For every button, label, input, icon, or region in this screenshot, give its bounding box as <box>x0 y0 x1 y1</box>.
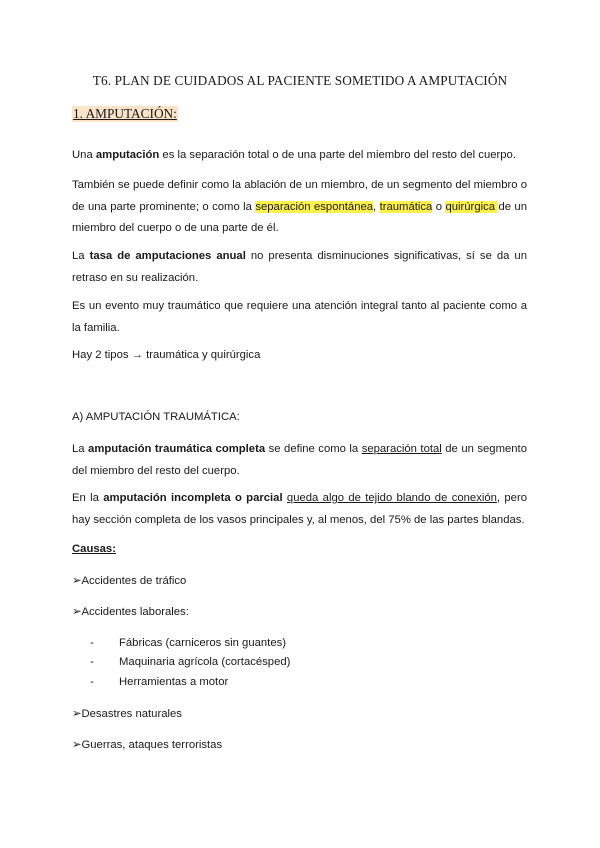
text: , pero hay sección completa de los vasos principales y, al menos, del 75% de las partes blandas. <box>72 492 527 526</box>
paragraph-definition <box>72 145 527 167</box>
paragraph-ablation <box>72 175 527 240</box>
text: se define como la <box>265 443 362 455</box>
bold-term: amputación traumática completa <box>88 443 266 455</box>
text: Una <box>72 149 96 161</box>
dash-marker: - <box>90 676 94 688</box>
paragraph-incomplete <box>72 488 527 531</box>
text: o <box>432 200 446 213</box>
paragraph-types: Hay 2 tipos → traumática y quirúrgica <box>72 349 261 361</box>
causes-heading-text: Causas: <box>72 543 116 555</box>
paragraph-rate <box>72 246 527 289</box>
text: También se puede definir como la ablación de un miembro, de un segmento del miembro o de una parte prominente; o como la <box>72 179 527 213</box>
paragraph-complete <box>72 439 527 482</box>
causes-heading <box>72 539 527 561</box>
text: , <box>373 200 380 213</box>
sub-list-item-text: Maquinaria agrícola (cortacésped) <box>119 656 291 668</box>
dash-marker: - <box>90 656 94 668</box>
highlight-surgical: quirúrgica <box>445 200 499 213</box>
highlight-spontaneous: separación espontánea <box>255 200 374 213</box>
text: La <box>72 250 90 262</box>
sub-list-item-text: Herramientas a motor <box>119 676 229 688</box>
sub-list-item-text: Fábricas (carniceros sin guantes) <box>119 637 287 649</box>
section-heading-amputacion: 1. AMPUTACIÓN: <box>73 106 177 121</box>
text: no presenta disminuciones significativas, sí se da un retraso en su realización. <box>72 250 527 284</box>
bold-term: amputación <box>95 149 160 161</box>
bold-term: amputación incompleta o parcial <box>103 492 283 504</box>
highlight-traumatic: traumática <box>379 200 433 213</box>
list-item: ➢Desastres naturales <box>72 708 182 720</box>
page-title: T6. PLAN DE CUIDADOS AL PACIENTE SOMETIDO A AMPUTACIÓN <box>92 73 508 88</box>
list-item: ➢Accidentes laborales: <box>72 606 189 618</box>
text: La <box>72 443 89 455</box>
text: es la separación total o de una parte del miembro del resto del cuerpo. <box>159 149 516 161</box>
bold-term: tasa de amputaciones anual <box>89 250 246 262</box>
list-item: ➢Accidentes de tráfico <box>72 575 187 587</box>
list-item: ➢Guerras, ataques terroristas <box>72 739 223 751</box>
text: de un segmento del miembro del resto del cuerpo. <box>72 443 527 477</box>
section-heading-traumatic: A) AMPUTACIÓN TRAUMÁTICA: <box>72 411 240 423</box>
dash-marker: - <box>90 637 94 649</box>
underlined-term: separación total <box>361 443 442 455</box>
paragraph-traumatic-event: Es un evento muy traumático que requiere una atención integral tanto al paciente como a la familia. <box>72 300 527 334</box>
text: En la <box>72 492 104 504</box>
text: de un miembro del cuerpo o de una parte de él. <box>72 200 527 234</box>
underlined-term: queda algo de tejido blando de conexión <box>286 492 497 504</box>
